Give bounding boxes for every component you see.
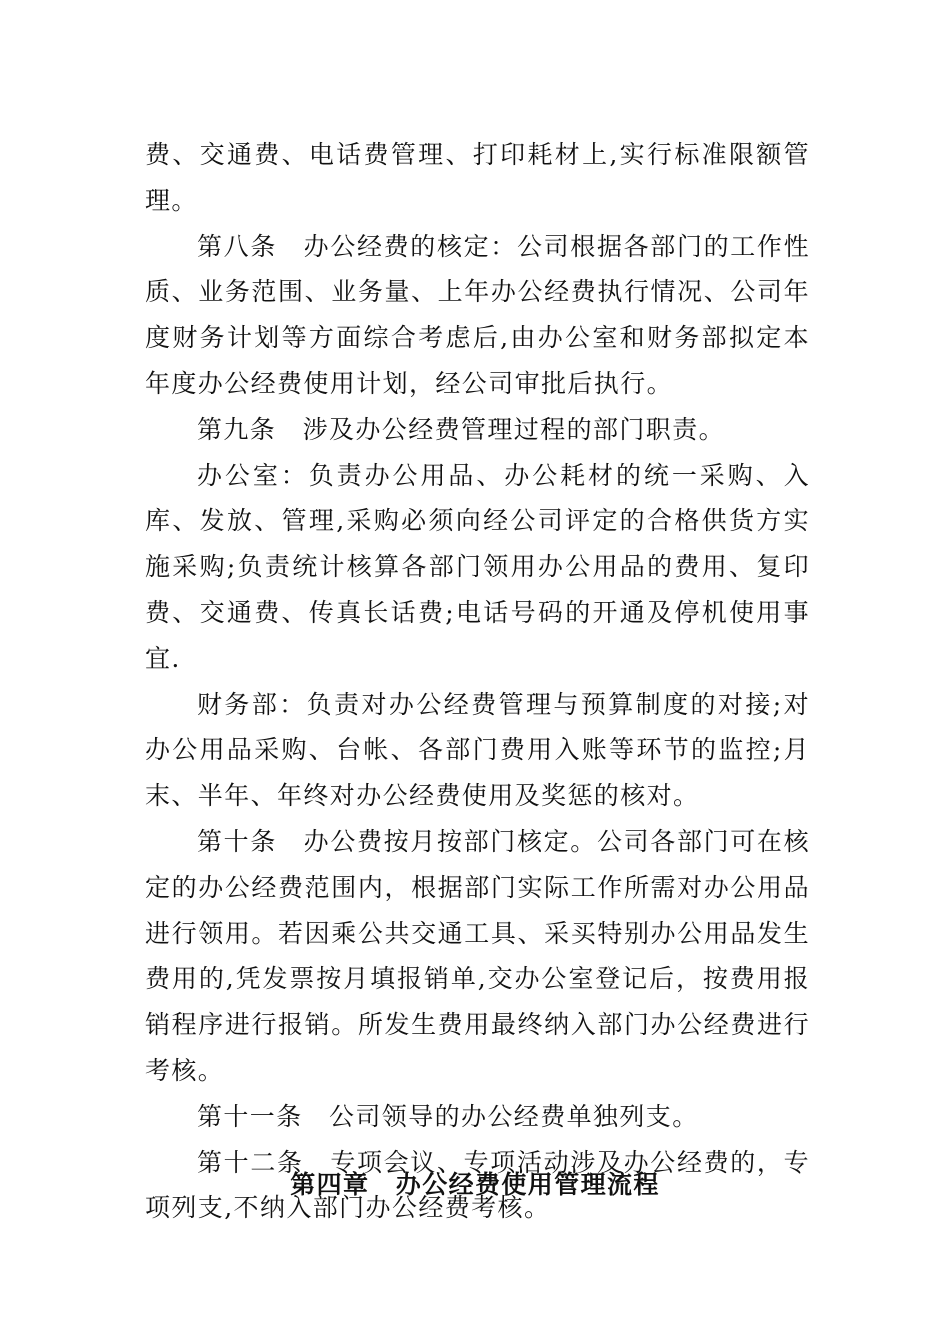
document-body (145, 132, 810, 1231)
paragraph-article-11: 第十一条 公司领导的办公经费单独列支。 (197, 1101, 699, 1131)
chapter-heading: 第四章 办公经费使用管理流程 (290, 1170, 660, 1199)
paragraph-article-10: 第十条 办公费按月按部门核定。公司各部门可在核定的办公经费范围内，根据部门实际工作所需对办公用品进行领用。若因乘公共交通工具、采买特别办公用品发生费用的,凭发票按月填报销单,交办公室登记后，按费用报销程序进行报销。所发生费用最终纳入部门办公经费进行考核。 (145, 826, 810, 1085)
paragraph-article-12: 第十二条 专项会议、专项活动涉及办公经费的，专项列支,不纳入部门办公经费考核。 (145, 1147, 810, 1223)
paragraph-finance-duties: 财务部：负责对办公经费管理与预算制度的对接;对办公用品采购、台帐、各部门费用入账等环节的监控;月末、半年、年终对办公经费使用及奖惩的核对。 (145, 689, 810, 811)
paragraph-article-9: 第九条 涉及办公经费管理过程的部门职责。 (197, 414, 726, 444)
paragraph-continuation: 费、交通费、电话费管理、打印耗材上,实行标准限额管理。 (145, 140, 810, 215)
paragraph-office-duties: 办公室：负责办公用品、办公耗材的统一采购、入库、发放、管理,采购必须向经公司评定的合格供货方实施采购;负责统计核算各部门领用办公用品的费用、复印费、交通费、传真长话费;电话号码的开通及停机使用事宜. (145, 460, 810, 673)
paragraph-article-8: 第八条 办公经费的核定：公司根据各部门的工作性质、业务范围、业务量、上年办公经费执行情况、公司年度财务计划等方面综合考虑后,由办公室和财务部拟定本年度办公经费使用计划，经公司审批后执行。 (145, 231, 810, 398)
